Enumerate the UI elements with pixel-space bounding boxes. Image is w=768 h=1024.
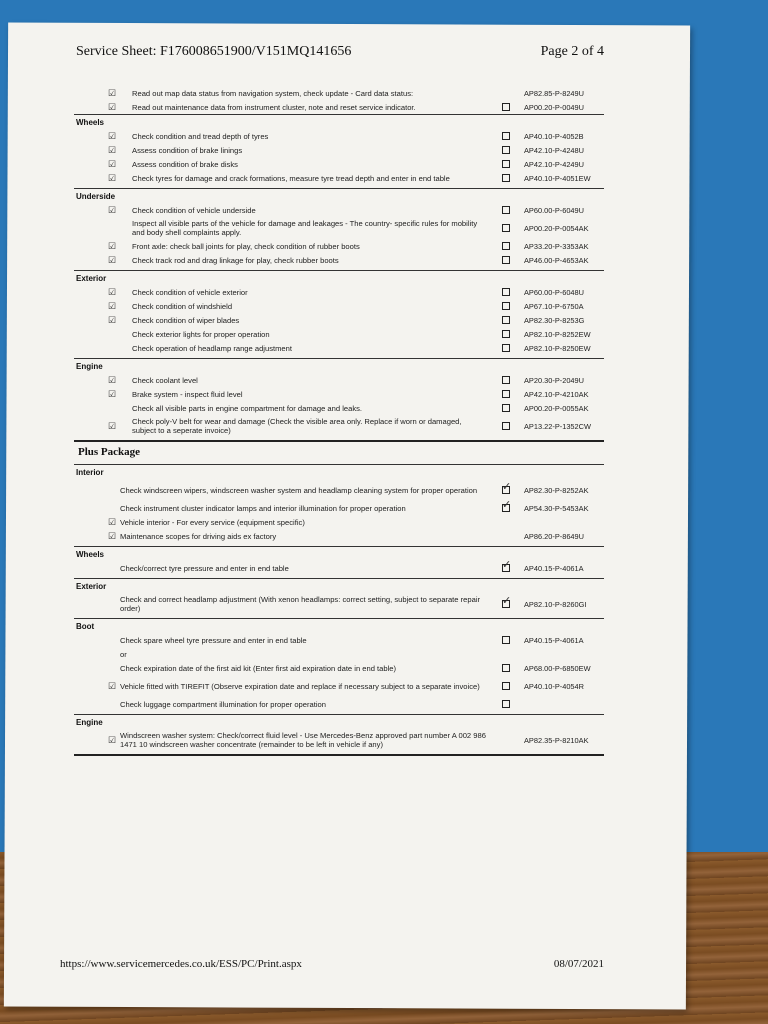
item-description: Read out map data status from navigation system, check update - Card data status: — [132, 88, 414, 98]
tick-mark-icon: ☑ — [108, 130, 117, 141]
checkbox[interactable] — [502, 288, 510, 296]
operation-code: AP68.00-P-6850EW — [524, 663, 591, 673]
operation-code: AP46.00-P-4653AK — [524, 255, 589, 265]
item-description: Vehicle fitted with TIREFIT (Observe expiration date and replace if necessary subject to a separate invoice) — [120, 681, 480, 691]
section-exterior — [74, 270, 604, 358]
plus-section-boot — [74, 618, 604, 714]
item-description: Check spare wheel tyre pressure and enter in end table — [120, 635, 307, 645]
tick-mark-icon: ☑ — [108, 101, 117, 112]
tick-mark-icon: ☑ — [108, 286, 117, 297]
operation-code: AP82.10-P-8260GI — [524, 599, 587, 609]
checkbox[interactable] — [502, 682, 510, 690]
item-description: Check condition of windshield — [132, 301, 233, 311]
checklist-item — [74, 100, 604, 114]
checkbox[interactable] — [502, 302, 510, 310]
operation-code: AP40.15-P-4061A — [524, 563, 584, 573]
plus-section-engine — [74, 714, 604, 756]
item-description: or — [120, 649, 127, 659]
checkbox[interactable] — [502, 256, 510, 264]
item-description: Front axle: check ball joints for play, check condition of rubber boots — [132, 241, 360, 251]
section-engine — [74, 358, 604, 440]
item-description: Check condition of wiper blades — [132, 315, 240, 325]
item-description: Windscreen washer system: Check/correct fluid level - Use Mercedes-Benz approved part number A 002 986 1471 10 windscreen washer concentrate (remainder to be left in vehicle if any) — [120, 731, 486, 749]
operation-code: AP00.20-P-0055AK — [524, 403, 589, 413]
checkbox[interactable] — [502, 146, 510, 154]
checklist-item — [74, 561, 604, 575]
checkbox[interactable] — [502, 564, 510, 572]
item-description: Check coolant level — [132, 375, 198, 385]
section-title: Exterior — [76, 274, 107, 283]
item-description: Vehicle interior - For every service (equipment specific) — [120, 517, 305, 527]
operation-code: AP20.30-P-2049U — [524, 375, 584, 385]
operation-code: AP82.85-P-8249U — [524, 88, 584, 98]
operation-code: AP40.10-P-4052B — [524, 131, 584, 141]
operation-code: AP40.10-P-4054R — [524, 681, 584, 691]
item-description: Check condition of vehicle underside — [132, 205, 256, 215]
checkbox[interactable] — [502, 174, 510, 182]
operation-code: AP42.10-P-4210AK — [524, 389, 589, 399]
operation-code: AP86.20-P-8649U — [524, 531, 584, 541]
tick-mark-icon: ☑ — [108, 204, 117, 215]
checklist-item — [74, 501, 604, 515]
operation-code: AP42.10-P-4249U — [524, 159, 584, 169]
checkbox[interactable] — [502, 700, 510, 708]
section-title: Boot — [76, 622, 95, 631]
operation-code: AP00.20-P-0049U — [524, 102, 584, 112]
item-description: Check operation of headlamp range adjustment — [132, 343, 292, 353]
checkbox[interactable] — [502, 486, 510, 494]
item-description: Check/correct tyre pressure and enter in end table — [120, 563, 289, 573]
checklist-item — [74, 387, 604, 401]
checkbox[interactable] — [502, 316, 510, 324]
checklist-item — [74, 327, 604, 341]
checkbox[interactable] — [502, 376, 510, 384]
item-description: Check windscreen wipers, windscreen washer system and headlamp cleaning system for proper operation — [120, 485, 478, 495]
checklist-item — [74, 171, 604, 185]
checklist-content — [74, 86, 604, 756]
checkbox[interactable] — [502, 132, 510, 140]
item-description: Inspect all visible parts of the vehicle for damage and leakages - The country- specific rules for mobility and body shell complaints apply. — [132, 219, 478, 237]
tick-mark-icon: ☑ — [108, 388, 117, 399]
checklist-item — [74, 529, 604, 543]
tick-mark-icon: ☑ — [108, 172, 117, 183]
operation-code: AP42.10-P-4248U — [524, 145, 584, 155]
section-title: Engine — [76, 362, 103, 371]
section-title: Wheels — [76, 550, 105, 559]
checklist-item — [74, 401, 604, 415]
operation-code: AP33.20-P-3353AK — [524, 241, 589, 251]
operation-code: AP67.10-P-6750A — [524, 301, 584, 311]
tick-mark-icon: ☑ — [108, 420, 117, 431]
checklist-item — [74, 143, 604, 157]
operation-code: AP60.00-P-6048U — [524, 287, 584, 297]
checkbox[interactable] — [502, 160, 510, 168]
checklist-item — [74, 253, 604, 267]
tick-mark-icon: ☑ — [108, 516, 117, 527]
checklist-item — [74, 285, 604, 299]
operation-code: AP82.30-P-8252AK — [524, 485, 589, 495]
footer-date: 08/07/2021 — [553, 958, 604, 970]
item-description: Check all visible parts in engine compartment for damage and leaks. — [132, 403, 363, 413]
checklist-item — [74, 203, 604, 217]
tick-mark-icon: ☑ — [108, 300, 117, 311]
tick-mark-icon: ☑ — [108, 530, 117, 541]
tick-mark-icon: ☑ — [108, 87, 117, 98]
checklist-item — [74, 415, 604, 437]
checkbox[interactable] — [502, 404, 510, 412]
checkbox[interactable] — [502, 224, 510, 232]
tick-mark-icon: ☑ — [108, 734, 117, 745]
operation-code: AP13.22-P-1352CW — [524, 421, 591, 431]
checklist-item — [74, 217, 604, 239]
sheet-title: Service Sheet: F176008651900/V151MQ141656 — [76, 44, 352, 59]
operation-code: AP82.10-P-8250EW — [524, 343, 591, 353]
section-wheels — [74, 114, 604, 188]
item-description: Check expiration date of the first aid kit (Enter first aid expiration date in end table) — [120, 663, 397, 673]
operation-code: AP00.20-P-0054AK — [524, 223, 589, 233]
checklist-item — [74, 729, 604, 751]
continued-items — [74, 86, 604, 114]
operation-code: AP40.10-P-4051EW — [524, 173, 591, 183]
checklist-item — [74, 647, 604, 661]
tick-mark-icon: ☑ — [108, 314, 117, 325]
tick-mark-icon: ☑ — [108, 254, 117, 265]
checklist-item — [74, 675, 604, 697]
checklist-item — [74, 515, 604, 529]
item-description: Check poly-V belt for wear and damage (Check the visible area only. Replace if worn or damaged, subject to a seperate invoice) — [132, 417, 462, 435]
item-description: Check track rod and drag linkage for play, check rubber boots — [132, 255, 339, 265]
checkbox[interactable] — [502, 504, 510, 512]
checkbox[interactable] — [502, 600, 510, 608]
checklist-item — [74, 86, 604, 100]
checkbox[interactable] — [502, 664, 510, 672]
item-description: Check exterior lights for proper operation — [132, 329, 270, 339]
operation-code: AP40.15-P-4061A — [524, 635, 584, 645]
item-description: Check luggage compartment illumination for proper operation — [120, 699, 326, 709]
checklist-item — [74, 697, 604, 711]
checkbox[interactable] — [502, 390, 510, 398]
section-title: Wheels — [76, 118, 105, 127]
checkbox[interactable] — [502, 330, 510, 338]
plus-section-wheels — [74, 546, 604, 578]
section-title: Engine — [76, 718, 103, 727]
section-underside — [74, 188, 604, 270]
operation-code: AP60.00-P-6049U — [524, 205, 584, 215]
tick-mark-icon: ☑ — [108, 680, 117, 691]
item-description: Check and correct headlamp adjustment (With xenon headlamps: correct setting, subject to separate repair order) — [120, 595, 481, 613]
item-description: Check condition of vehicle exterior — [132, 287, 248, 297]
checkbox[interactable] — [502, 206, 510, 214]
checklist-item — [74, 341, 604, 355]
operation-code: AP82.35-P-8210AK — [524, 735, 589, 745]
checklist-item — [74, 593, 604, 615]
page-number: Page 2 of 4 — [540, 44, 604, 59]
checklist-item — [74, 373, 604, 387]
checkbox[interactable] — [502, 242, 510, 250]
checklist-item — [74, 129, 604, 143]
item-description: Brake system - inspect fluid level — [132, 389, 243, 399]
item-description: Read out maintenance data from instrument cluster, note and reset service indicator. — [132, 102, 416, 112]
item-description: Assess condition of brake linings — [132, 145, 243, 155]
plus-package-title: Plus Package — [78, 446, 141, 458]
checklist-item — [74, 239, 604, 253]
checklist-item — [74, 633, 604, 647]
item-description: Maintenance scopes for driving aids ex factory — [120, 531, 277, 541]
item-description: Check tyres for damage and crack formations, measure tyre tread depth and enter in end table — [132, 173, 450, 183]
footer-url: https://www.servicemercedes.co.uk/ESS/PC/Print.aspx — [60, 958, 302, 970]
section-title: Underside — [76, 192, 116, 201]
checkbox[interactable] — [502, 636, 510, 644]
operation-code: AP54.30-P-5453AK — [524, 503, 589, 513]
checkbox[interactable] — [502, 344, 510, 352]
plus-package — [74, 440, 604, 464]
checklist-item — [74, 157, 604, 171]
checklist-item — [74, 299, 604, 313]
item-description: Check condition and tread depth of tyres — [132, 131, 269, 141]
tick-mark-icon: ☑ — [108, 158, 117, 169]
item-description: Assess condition of brake disks — [132, 159, 238, 169]
operation-code: AP82.30-P-8253G — [524, 315, 585, 325]
checklist-item — [74, 313, 604, 327]
tick-mark-icon: ☑ — [108, 240, 117, 251]
checkbox[interactable] — [502, 103, 510, 111]
plus-section-interior — [74, 464, 604, 546]
checklist-item — [74, 479, 604, 501]
section-title: Interior — [76, 468, 104, 477]
checkbox[interactable] — [502, 422, 510, 430]
tick-mark-icon: ☑ — [108, 144, 117, 155]
item-description: Check instrument cluster indicator lamps and interior illumination for proper operation — [120, 503, 406, 513]
checklist-item — [74, 661, 604, 675]
operation-code: AP82.10-P-8252EW — [524, 329, 591, 339]
plus-section-exterior — [74, 578, 604, 618]
section-title: Exterior — [76, 582, 107, 591]
tick-mark-icon: ☑ — [108, 374, 117, 385]
